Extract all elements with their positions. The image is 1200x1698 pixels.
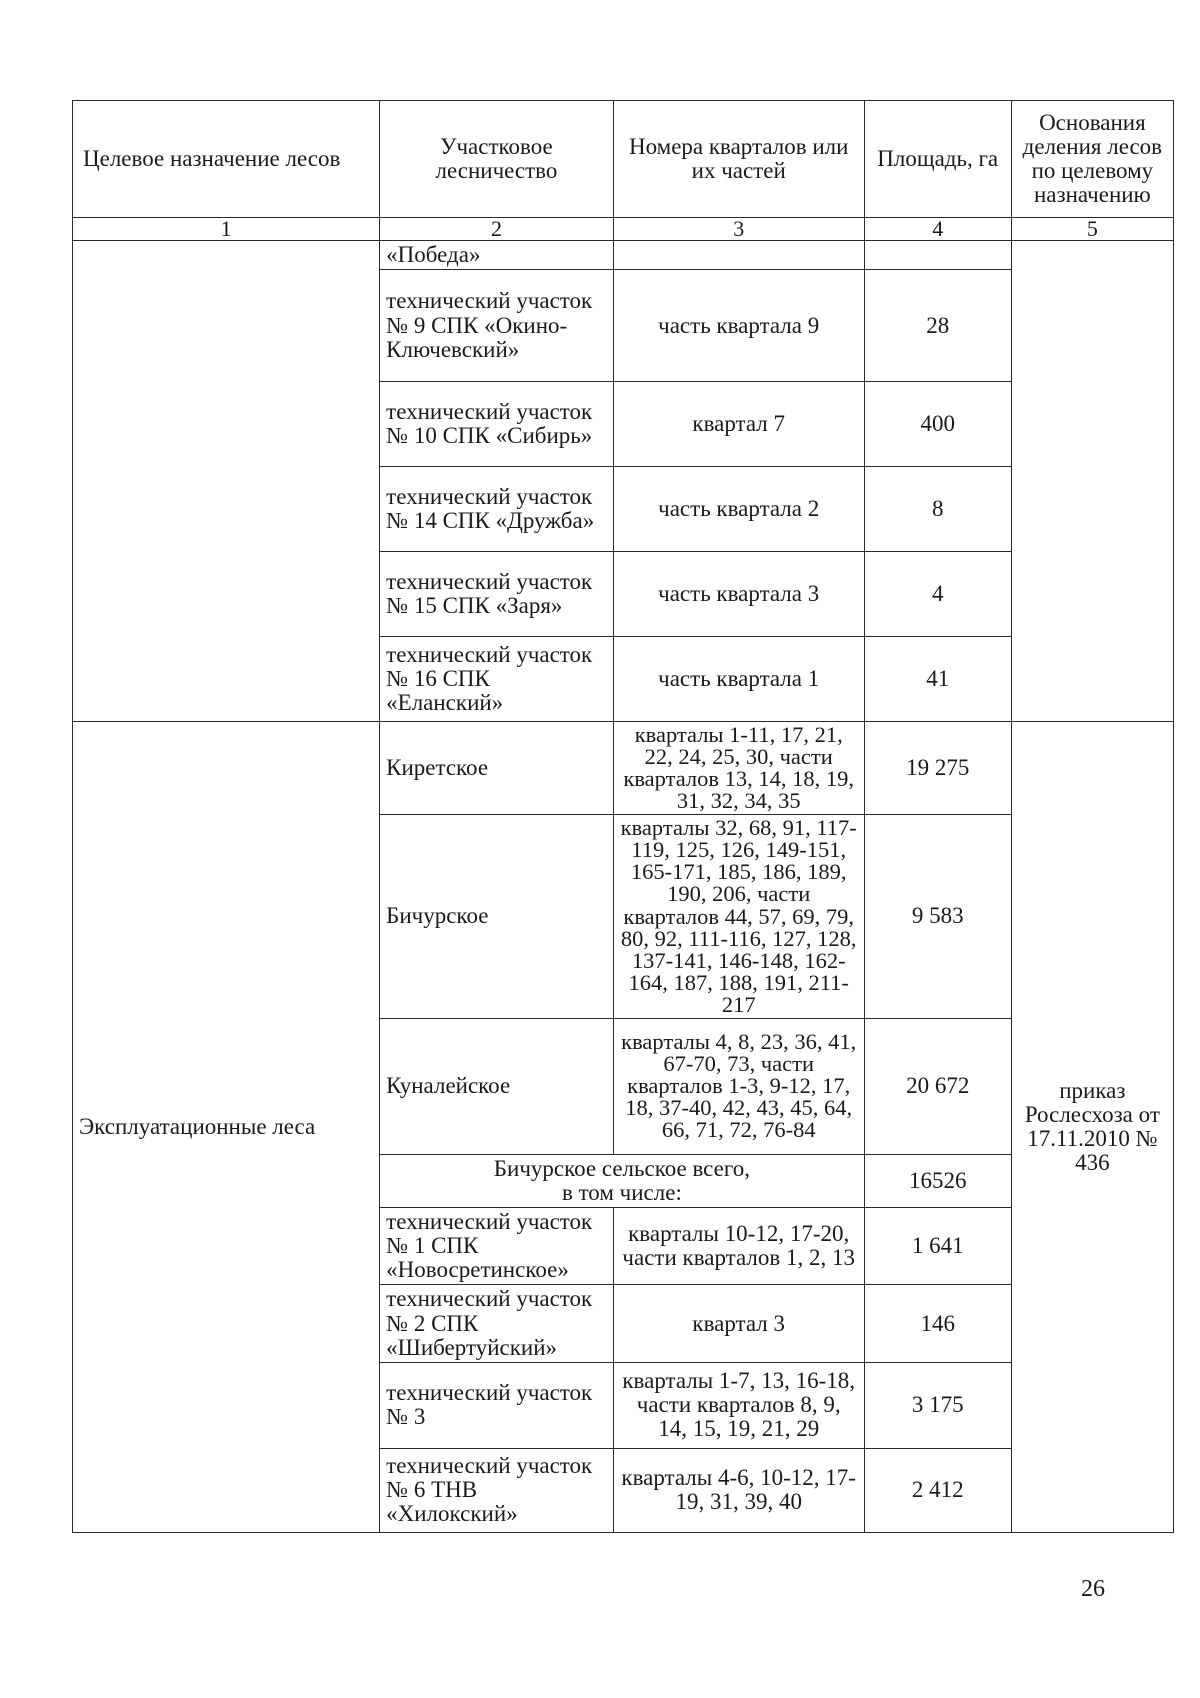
area-cell: 146 [864,1285,1011,1362]
basis-cell: приказ Рослесхоза от 17.11.2010 № 436 [1011,722,1173,1533]
header-quarters: Номера кварталов или их частей [613,101,864,218]
quarters-cell: кварталы 1-7, 13, 16-18, части кварталов 8, 9, 14, 15, 19, 21, 29 [613,1362,864,1448]
header-purpose: Целевое назначение лесов [73,101,380,218]
header-row [73,101,1174,218]
quarters-cell: часть квартала 9 [613,270,864,382]
forestry-cell: технический участок № 2 СПК «Шибертуйский» [380,1285,614,1362]
header-basis: Основания деления лесов по целевому назначению [1011,101,1173,218]
area-cell: 41 [864,637,1011,722]
table-row [73,722,1174,815]
forestry-cell: Куналейское [380,1018,614,1154]
forestry-cell: технический участок № 1 СПК «Новосретинское» [380,1208,614,1285]
forestry-cell: технический участок № 15 СПК «Заря» [380,552,614,637]
forestry-cell: технический участок № 9 СПК «Окино-Ключевский» [380,270,614,382]
area-cell: 1 641 [864,1208,1011,1285]
column-number-row [73,218,1174,241]
forestry-cell: «Победа» [380,241,614,270]
area-cell [864,241,1011,270]
quarters-cell: часть квартала 1 [613,637,864,722]
subtotal-label [380,1154,865,1207]
column-number: 3 [613,218,864,241]
quarters-cell [613,241,864,270]
basis-cell-empty [1011,241,1173,722]
area-cell: 20 672 [864,1018,1011,1154]
quarters-cell: кварталы 4, 8, 23, 36, 41, 67-70, 73, части кварталов 1-3, 9-12, 17, 18, 37-40, 42, 43, 45, 64, 66, 71, 72, 76-84 [613,1018,864,1154]
forestry-cell: Киретское [380,722,614,815]
forestry-cell: технический участок № 6 ТНВ «Хилокский» [380,1448,614,1532]
purpose-cell: Эксплуатационные леса [73,722,380,1533]
forestry-cell: технический участок № 10 СПК «Сибирь» [380,382,614,467]
column-number: 5 [1011,218,1173,241]
column-number: 4 [864,218,1011,241]
area-cell: 2 412 [864,1448,1011,1532]
column-number: 1 [73,218,380,241]
purpose-cell-empty [73,241,380,722]
quarters-cell: квартал 7 [613,382,864,467]
page-number: 26 [1081,1576,1105,1602]
subtotal-area: 16526 [864,1154,1011,1207]
quarters-cell: квартал 3 [613,1285,864,1362]
quarters-cell: кварталы 1-11, 17, 21, 22, 24, 25, 30, части кварталов 13, 14, 18, 19, 31, 32, 34, 35 [613,722,864,815]
area-cell: 4 [864,552,1011,637]
header-area: Площадь, га [864,101,1011,218]
column-number: 2 [380,218,614,241]
area-cell: 8 [864,467,1011,552]
quarters-cell: часть квартала 2 [613,467,864,552]
forestry-cell: технический участок № 14 СПК «Дружба» [380,467,614,552]
area-cell: 19 275 [864,722,1011,815]
area-cell: 28 [864,270,1011,382]
area-cell: 9 583 [864,815,1011,1018]
forestry-cell: Бичурское [380,815,614,1018]
subtotal-label-line2: в том числе: [561,1179,682,1205]
table-row [73,241,1174,270]
quarters-cell: кварталы 4-6, 10-12, 17-19, 31, 39, 40 [613,1448,864,1532]
area-cell: 400 [864,382,1011,467]
header-forestry: Участковое лесничество [380,101,614,218]
quarters-cell: кварталы 10-12, 17-20, части кварталов 1, 2, 13 [613,1208,864,1285]
forestry-cell: технический участок № 3 [380,1362,614,1448]
forest-purpose-table [72,100,1174,1533]
subtotal-label-line1: Бичурское сельское всего, [493,1155,750,1181]
quarters-cell: кварталы 32, 68, 91, 117-119, 125, 126, 149-151, 165-171, 185, 186, 189, 190, 206, части кварталов 44, 57, 69, 79, 80, 92, 111-116, 127, 128, 137-141, 146-148, 162-164, 187, 188, 191, 211-217 [613,815,864,1018]
quarters-cell: часть квартала 3 [613,552,864,637]
area-cell: 3 175 [864,1362,1011,1448]
forestry-cell: технический участок № 16 СПК «Еланский» [380,637,614,722]
